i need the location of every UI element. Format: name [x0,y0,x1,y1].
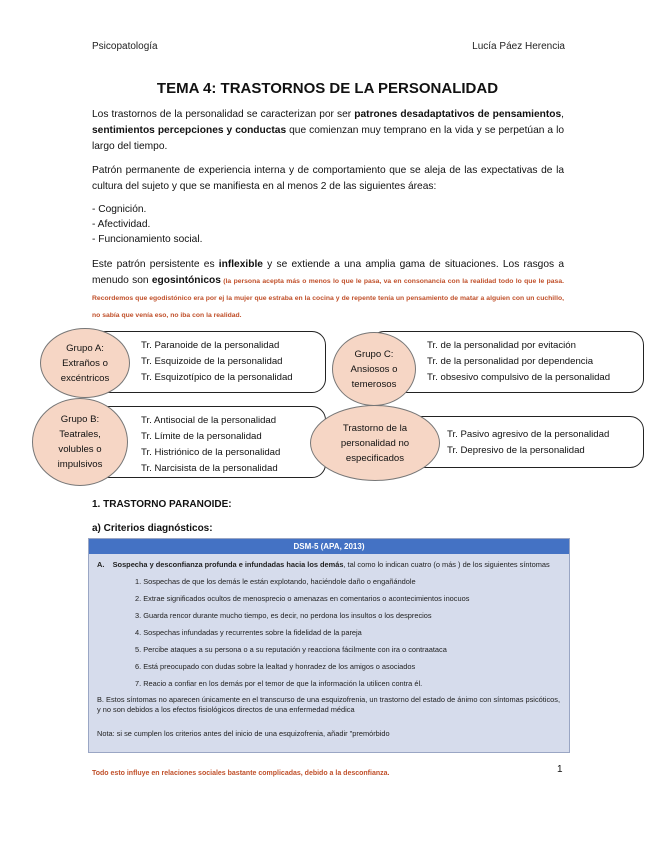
group-d-item: Tr. Depresivo de la personalidad [447,445,585,456]
intro-paragraph-2: Patrón permanente de experiencia interna y de comportamiento que se aleja de las expectativas de la cultura del sujeto y que se manifiesta en al menos 2 de las siguientes áreas: [92,165,564,192]
area-item: - Funcionamiento social. [92,234,203,245]
dsm-header: DSM-5 (APA, 2013) [89,539,569,554]
group-c-label-line: Grupo C: [354,348,394,360]
group-a-item: Tr. Esquizotípico de la personalidad [141,372,293,383]
intro-text: que comienzan muy temprano en la vida y se perpetúan a lo largo del tiempo. [92,125,564,152]
intro-paragraph-3 [92,257,564,324]
dsm-criterion: 3. Guarda rencor durante mucho tiempo, es decir, no perdona los insultos o los desprecios [135,611,432,620]
section-subtitle: a) Criterios diagnósticos: [92,523,213,534]
intro-bold: inflexible [218,259,263,270]
intro-text: Los trastornos de la personalidad se caracterizan por ser [92,109,355,120]
group-a-label-line: Extraños o [62,357,108,369]
group-a-label-line: excéntricos [60,372,110,384]
dsm-criterion: 6. Está preocupado con dudas sobre la lealtad y honradez de los amigos o asociados [135,662,416,671]
group-a-item: Tr. Esquizoide de la personalidad [141,356,283,367]
footer-note: Todo esto influye en relaciones sociales bastante complicadas, debido a la desconfianza. [92,770,390,777]
group-d-label-line: especificados [345,452,405,464]
group-c-label [332,332,416,406]
group-b-item: Tr. Límite de la personalidad [141,431,262,442]
page-number: 1 [557,764,563,775]
group-b-label [32,398,128,486]
dsm-criterion: 5. Percibe ataques a su persona o a su reputación y reacciona fácilmente con ira o contraataca [135,645,447,654]
area-item: - Cognición. [92,204,147,215]
group-a-item: Tr. Paranoide de la personalidad [141,340,280,351]
intro-note: (la persona acepta más o menos lo que le pasa, va en consonancia con la realidad todo lo que le pasa. Recordemos que egodistónico era por ej la mujer que estraba en la cocina y de repente tenía un pensamiento de matar a alguien con un cuchillo, no sabía que venía eso, no iba con la realidad. [92,278,565,319]
group-c-item: Tr. de la personalidad por dependencia [427,356,594,367]
intro-text: Este patrón persistente es [92,259,219,270]
area-item: - Afectividad. [92,219,151,230]
dsm-criterion-b: B. Estos síntomas no aparecen únicamente en el transcurso de una esquizofrenia, un trastorno del estado de ánimo con síntomas psicóticos, y no son debidos a los efectos fisiológicos directos de una enfermedad médica [97,695,561,714]
header-subject: Psicopatología [92,41,158,52]
group-c-label-line: Ansiosos o [350,363,398,375]
dsm-note: Nota: si se cumplen los criterios antes del inicio de una esquizofrenia, añadir "premórbido [97,729,390,738]
group-a-label-line: Grupo A: [66,342,104,354]
group-a-label [40,328,130,398]
group-b-label-line: Grupo B: [60,414,100,425]
intro-bold: patrones desadaptativos de pensamientos [354,109,562,120]
intro-bold: egosintónicos [151,275,221,286]
dsm-criteria-table [88,538,570,753]
section-title: 1. TRASTORNO PARANOIDE: [92,499,232,510]
header-author: Lucía Páez Herencia [472,41,565,52]
dsm-criterion: 1. Sospechas de que los demás le están explotando, haciéndole daño o engañándole [135,577,416,586]
group-d-label-line: personalidad no [340,437,410,449]
dsm-criterion-a [97,560,563,570]
group-b-label-line: impulsivos [57,459,103,470]
dsm-a-bold: Sospecha y desconfianza profunda e infundadas hacia los demás [112,560,344,569]
group-b-item: Tr. Narcisista de la personalidad [141,463,278,474]
intro-text: y se extiende a una amplia gama de situaciones. Los rasgos a menudo son [92,259,565,286]
group-b-label-line: volubles o [58,444,102,455]
dsm-a-label: A. [97,560,105,569]
dsm-criterion: 7. Reacio a confiar en los demás por el temor de que la información la utilicen contra él. [135,679,423,688]
intro-bold: sentimientos percepciones y conductas [92,125,287,136]
group-d-label-line: Trastorno de la [342,422,408,434]
page-title: TEMA 4: TRASTORNOS DE LA PERSONALIDAD [156,80,499,97]
group-c-label-line: temerosos [351,378,397,390]
intro-text: , [561,109,565,120]
group-b-item: Tr. Antisocial de la personalidad [141,415,277,426]
group-b-item: Tr. Histriónico de la personalidad [141,447,281,458]
group-d-label [310,405,440,481]
dsm-criterion: 2. Extrae significados ocultos de menosprecio o amenazas en comentarios o acontecimientos inocuos [135,594,470,603]
dsm-a-rest: , tal como lo indican cuatro (o más ) de los siguientes síntomas [343,560,550,569]
group-c-item: Tr. obsesivo compulsivo de la personalidad [427,372,611,383]
dsm-criterion: 4. Sospechas infundadas y recurrentes sobre la fidelidad de la pareja [135,628,362,637]
intro-paragraph-1 [92,107,564,155]
group-c-item: Tr. de la personalidad por evitación [427,340,576,351]
group-b-label-line: Teatrales, [59,429,101,440]
group-d-item: Tr. Pasivo agresivo de la personalidad [447,429,610,440]
